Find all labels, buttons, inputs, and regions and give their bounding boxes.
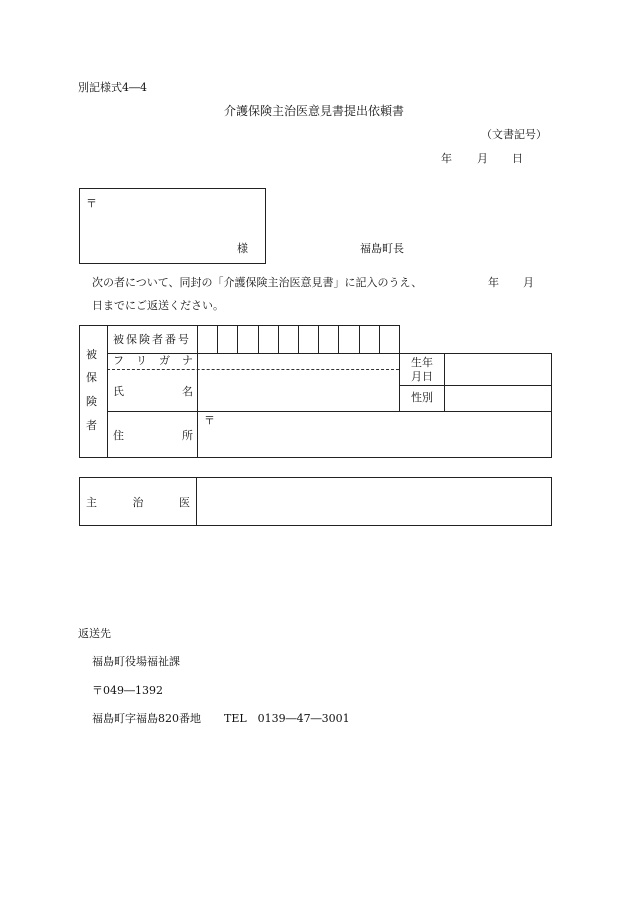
name-label: 氏 名 bbox=[113, 385, 193, 398]
birth-date-field[interactable] bbox=[446, 354, 550, 384]
address-postal-mark: 〒 bbox=[204, 414, 215, 427]
form-id: 別記様式4―4 bbox=[78, 81, 147, 94]
addressee-honorific: 様 bbox=[237, 242, 248, 255]
return-postal: 〒049―1392 bbox=[92, 684, 163, 697]
request-text-line1: 次の者について、同封の「介護保険主治医意見書」に記入のうえ、 bbox=[92, 276, 423, 289]
sender-name: 福島町長 bbox=[360, 242, 404, 255]
return-tel: TEL 0139―47―3001 bbox=[224, 712, 350, 725]
date-year-label: 年 bbox=[441, 152, 452, 165]
insured-group-char-3: 険 bbox=[86, 395, 97, 408]
doctor-field[interactable] bbox=[198, 478, 550, 524]
insurance-number-field[interactable] bbox=[199, 326, 399, 352]
gender-field[interactable] bbox=[446, 386, 550, 410]
birth-label-line1: 生年 bbox=[411, 356, 433, 369]
furigana-label: フ リ ガ ナ bbox=[113, 354, 193, 367]
return-address: 福島町字福島820番地 bbox=[92, 712, 201, 725]
date-day-label: 日 bbox=[512, 152, 523, 165]
gender-label: 性別 bbox=[411, 391, 433, 404]
birth-label-line2: 月日 bbox=[411, 370, 433, 383]
request-deadline-month: 月 bbox=[523, 276, 534, 289]
addressee-postal-mark: 〒 bbox=[86, 197, 97, 210]
document-title: 介護保険主治医意見書提出依頼書 bbox=[224, 104, 405, 118]
request-text-line2: 日までにご返送ください。 bbox=[92, 299, 224, 312]
return-heading: 返送先 bbox=[78, 627, 111, 640]
name-field[interactable] bbox=[199, 371, 398, 410]
date-month-label: 月 bbox=[477, 152, 488, 165]
insurance-number-label: 被保険者番号 bbox=[113, 333, 191, 346]
return-office: 福島町役場福祉課 bbox=[92, 655, 180, 668]
insured-group-char-2: 保 bbox=[86, 371, 97, 384]
request-deadline-year: 年 bbox=[488, 276, 499, 289]
document-number: （文書記号） bbox=[481, 128, 547, 141]
address-label: 住 所 bbox=[113, 429, 193, 442]
furigana-field[interactable] bbox=[199, 354, 398, 368]
address-field[interactable] bbox=[199, 412, 550, 456]
insured-group-char-1: 被 bbox=[86, 348, 97, 361]
insured-group-char-4: 者 bbox=[86, 419, 97, 432]
doctor-label: 主 治 医 bbox=[86, 496, 190, 509]
